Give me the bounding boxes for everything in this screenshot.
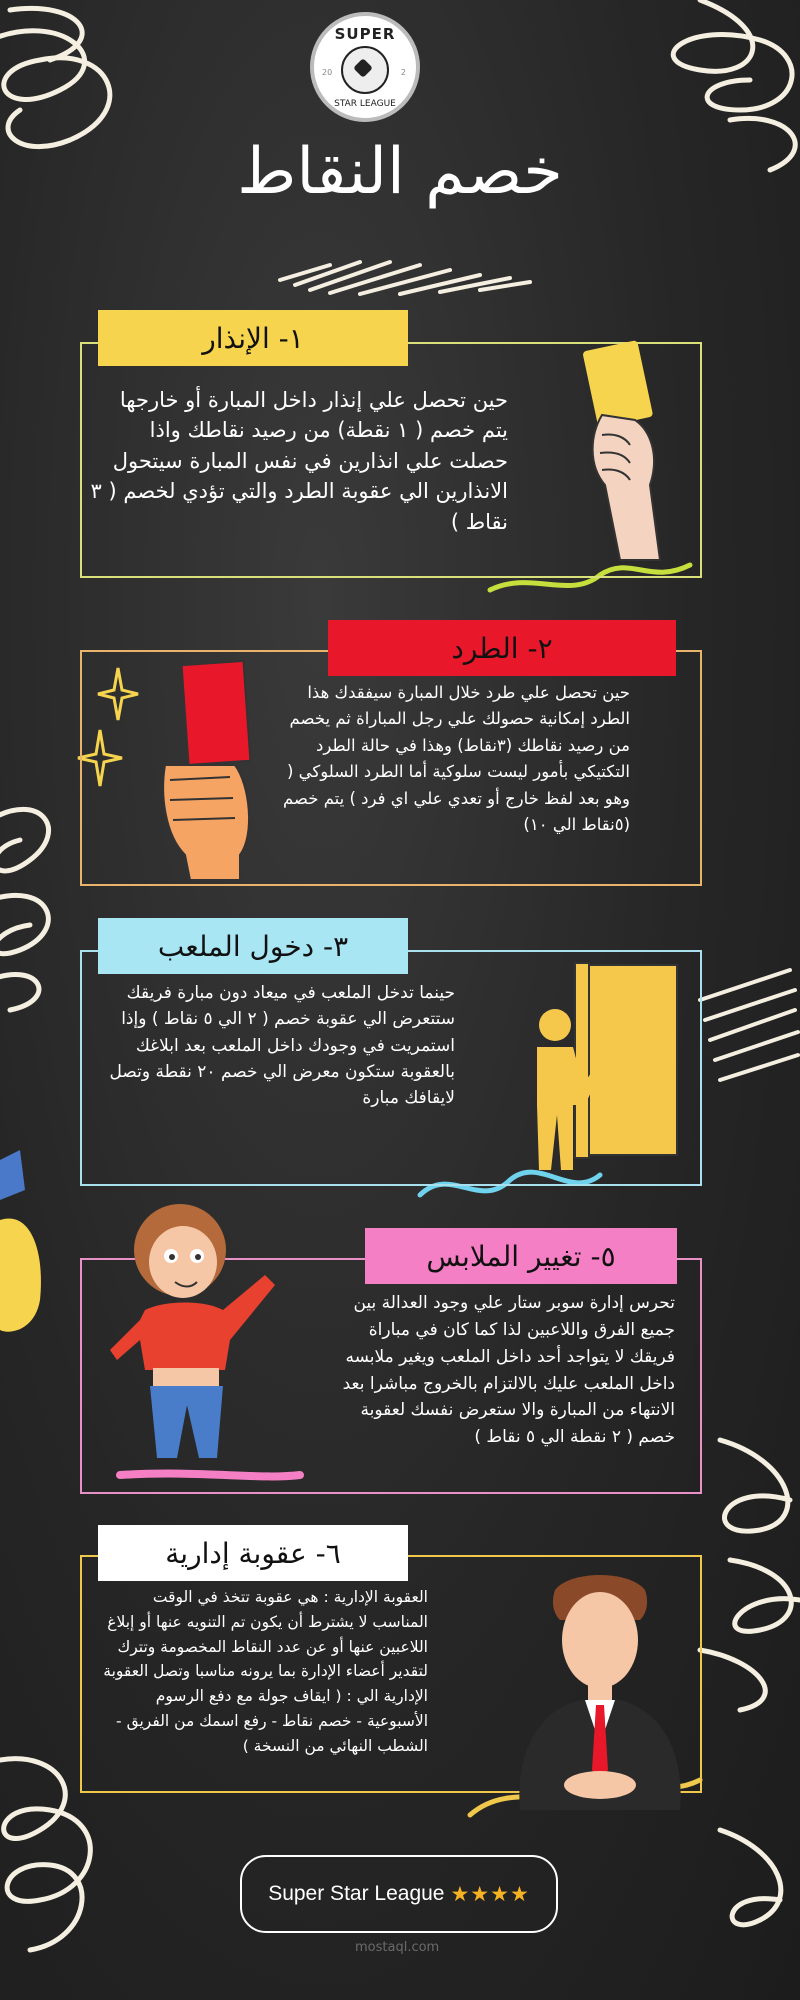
section-changing-clothes-text: تحرس إدارة سوبر ستار علي وجود العدالة بين جميع الفرق واللاعبين لذا كما كان في مباراة فريقك لا يتواجد أحد داخل الملعب ويغير ملابسه داخل الملعب عليك بالالتزام بالخروج مباشرا بعد الانتهاء من المبارة والا ستعرض نفسك لعقوبة خصم ( ٢ نقطة الي ٥ نقاط ) <box>342 1293 675 1448</box>
door-exit-icon <box>515 955 685 1180</box>
logo-year-right: 2 <box>400 68 406 77</box>
section-warning-label: ١- الإنذار <box>98 310 408 366</box>
section-field-entry-text: حينما تدخل الملعب في ميعاد دون مبارة فريقك ستتعرض الي عقوبة خصم ( ٢ الي ٥ نقاط ) وإذا استمريت في وجودك داخل الملعب بعد ابلاغك بالعقوبة ستكون معرض الي خصم ٢٠ نقطة وتصل لايقافك مبارة <box>109 983 455 1109</box>
section-red-card-label: ٢- الطرد <box>328 620 676 676</box>
page-title: خصم النقاط <box>237 135 563 209</box>
section-admin-penalty-text: العقوبة الإدارية : هي عقوبة تتخذ في الوقت المناسب لا يشترط أن يكون تم التنويه عنها أو إبلاغ اللاعبين عنها أو عن عدد النقاط المخصومة وتترك لتقدير أعضاء الإدارة بما يرونه مناسبا وتصل العقوبة الإدارية الي : ( ايقاف جولة مع دفع الرسوم الأسبوعية - خصم نقاط - رفع اسمك من الفريق - الشطب النهائي من النسخة ) <box>103 1588 428 1755</box>
soccer-ball-icon <box>341 46 389 94</box>
footer-text: Super Star League <box>268 1882 445 1905</box>
yellow-card-hand-icon <box>580 335 680 565</box>
logo-bottom-text: STAR LEAGUE <box>334 99 396 109</box>
section-warning-text: حين تحصل علي إنذار داخل المبارة أو خارجها يتم خصم ( ١ نقطة) من رصيد نقاطك واذا حصلت علي انذارين في نفس المبارة سيتحول الانذارين الي عقوبة الطرد والتي تؤدي لخصم ( ٣ نقاط ) <box>90 388 508 534</box>
league-logo <box>310 12 420 122</box>
logo-year-left: 20 <box>322 68 333 77</box>
businessman-icon <box>500 1570 700 1810</box>
star-rating-icon: ★★★★ <box>450 1882 530 1906</box>
logo-top-text: SUPER <box>334 25 396 43</box>
child-waving-icon <box>105 1190 285 1470</box>
section-changing-clothes-label: ٥- تغيير الملابس <box>365 1228 677 1284</box>
footer-badge <box>240 1855 558 1933</box>
red-card-hand-icon <box>155 655 265 885</box>
section-field-entry-label: ٣- دخول الملعب <box>98 918 408 974</box>
section-admin-penalty-label: ٦- عقوبة إدارية <box>98 1525 408 1581</box>
section-red-card-text: حين تحصل علي طرد خلال المبارة سيفقدك هذا الطرد إمكانية حصولك علي رجل المباراة ثم يخصم من رصيد نقاطك (٣نقاط) وهذا في حالة الطرد التكتيكي بأمور ليست سلوكية أما الطرد السلوكي ( وهو بعد لفظ خارج أو تعدي علي اي فرد ) يتم خصم (٥نقاط الي ١٠) <box>282 683 630 834</box>
watermark: mostaql.com <box>355 1940 440 1955</box>
